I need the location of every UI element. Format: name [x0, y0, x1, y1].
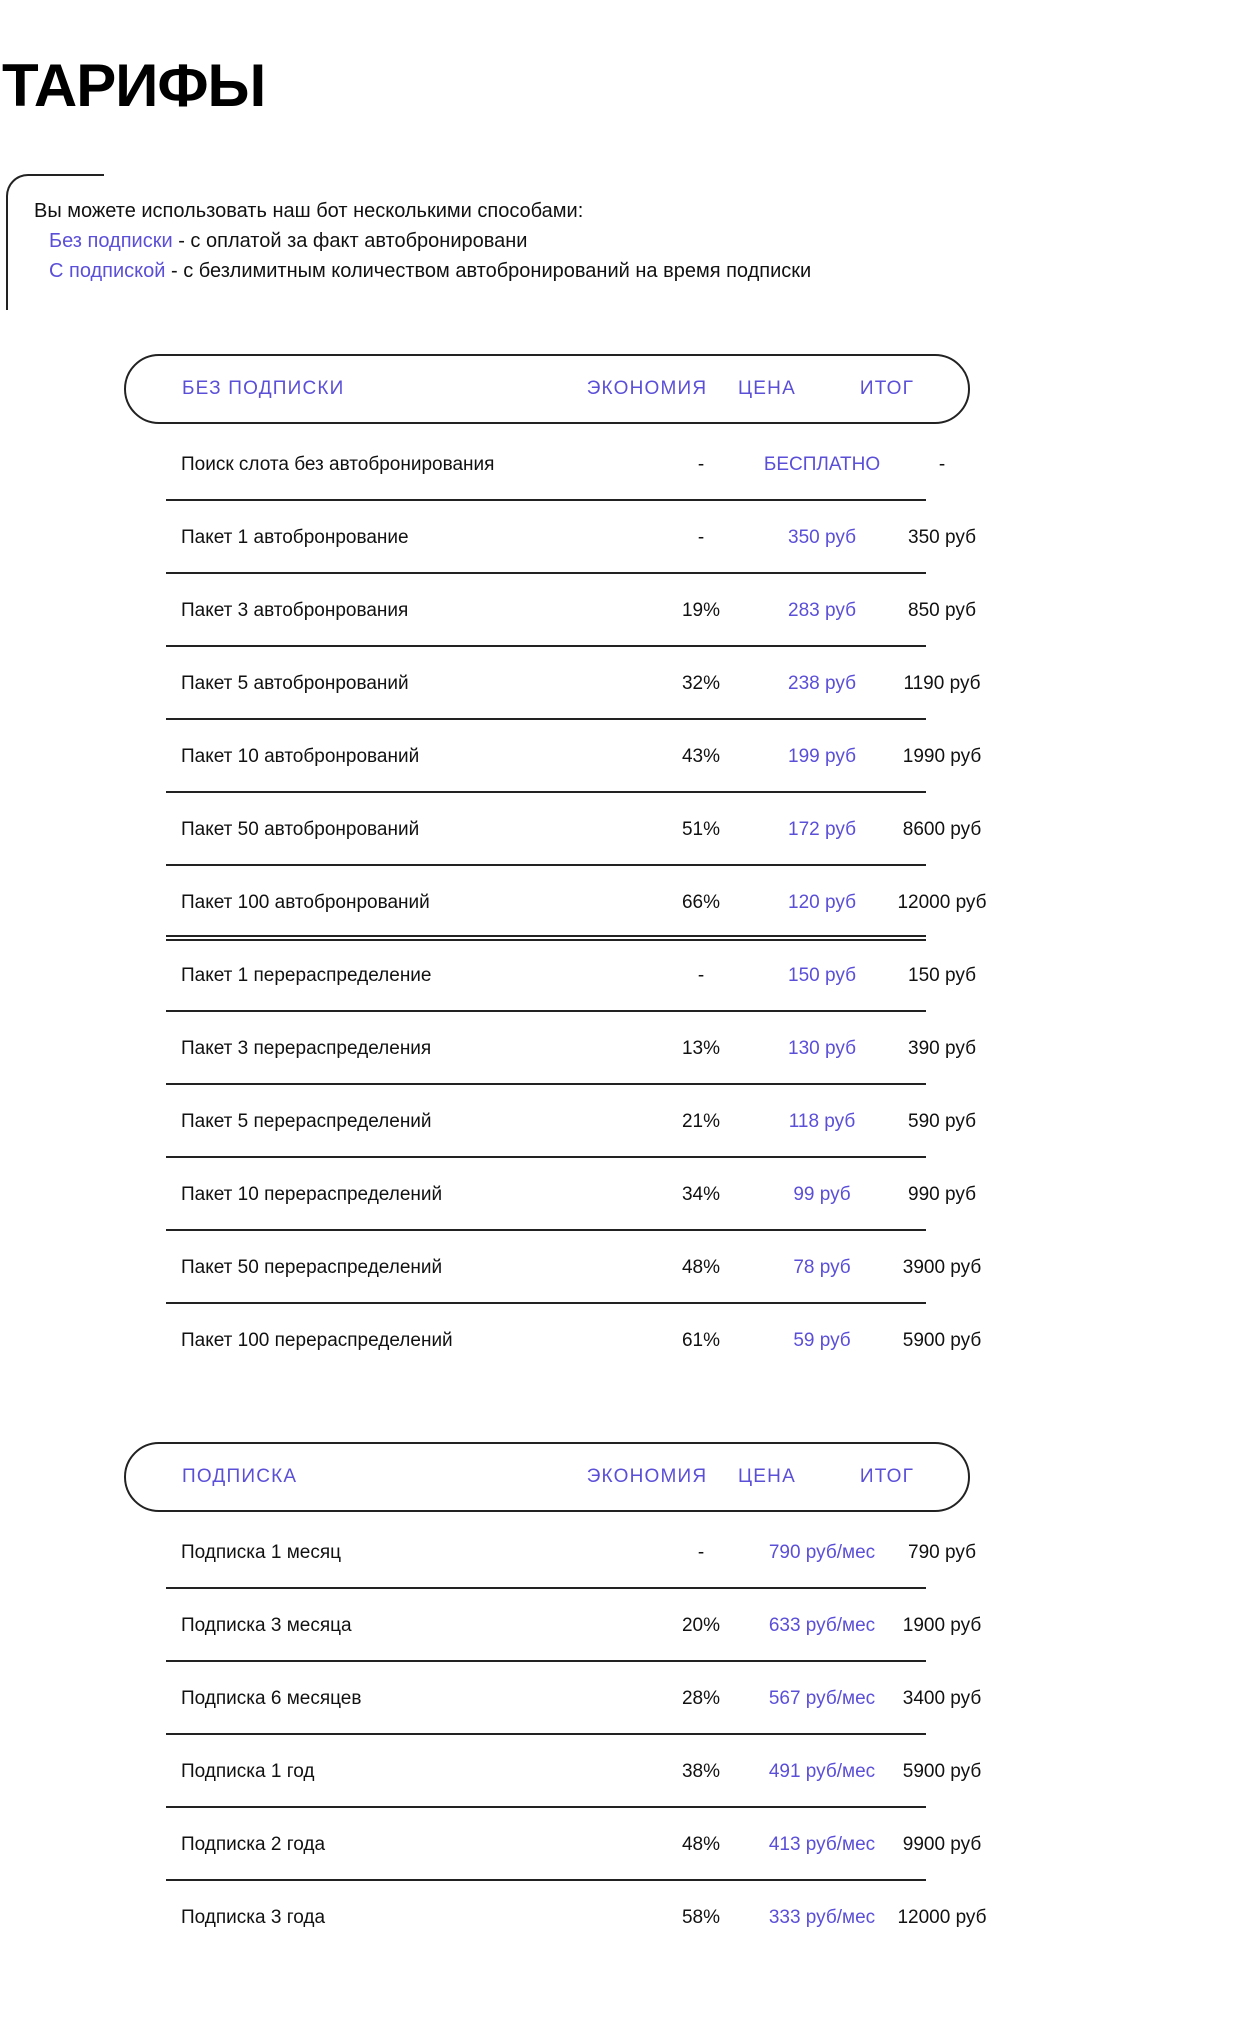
row-price: 130 руб [788, 1038, 856, 1059]
table-row [166, 1085, 976, 1158]
row-name: Подписка 6 месяцев [181, 1688, 362, 1709]
row-total: 1900 руб [902, 1615, 982, 1636]
row-total: 8600 руб [902, 819, 982, 840]
header-total: ИТОГ [859, 378, 915, 399]
row-price: 567 руб/мес [768, 1688, 876, 1709]
table-row [166, 1589, 982, 1662]
row-name: Пакет 5 автобронрований [181, 673, 409, 694]
subscription-table-header [124, 1442, 970, 1512]
row-price: 99 руб [793, 1184, 851, 1205]
row-econ: 43% [681, 746, 721, 767]
row-price: 633 руб/мес [768, 1615, 876, 1636]
intro-option-label[interactable]: Без подписки [49, 230, 173, 252]
subscription-table-body [166, 1516, 987, 1954]
table-row [166, 1012, 976, 1085]
row-econ: - [697, 965, 705, 986]
row-name: Поиск слота без автобронирования [181, 454, 495, 475]
row-price: 118 руб [788, 1111, 856, 1132]
table-row [166, 1304, 982, 1377]
row-price: 172 руб [788, 819, 856, 840]
header-econ: ЭКОНОМИЯ [586, 378, 708, 399]
row-name: Пакет 1 перераспределение [181, 965, 432, 986]
row-econ: 20% [681, 1615, 721, 1636]
table-row [166, 1808, 982, 1881]
row-total: 590 руб [908, 1111, 976, 1132]
intro-heading: Вы можете использовать наш бот несколькими способами: [34, 200, 584, 222]
row-name: Подписка 1 год [181, 1761, 315, 1782]
row-price: 790 руб/мес [768, 1542, 876, 1563]
row-total: 350 руб [908, 527, 976, 548]
row-price: 350 руб [788, 527, 856, 548]
row-econ: 34% [681, 1184, 721, 1205]
row-econ: 38% [681, 1761, 721, 1782]
row-total: 990 руб [908, 1184, 976, 1205]
row-total: 390 руб [908, 1038, 976, 1059]
table-row [166, 1231, 982, 1304]
table-row [166, 428, 946, 501]
row-name: Пакет 10 автобронрований [181, 746, 420, 767]
table-row [166, 574, 976, 647]
row-price: БЕСПЛАТНО [763, 454, 881, 475]
header-name: ПОДПИСКА [182, 1466, 298, 1487]
no-subscription-table-body [166, 428, 987, 1377]
intro-option-text: - с безлимитным количеством автобронирований на время подписки [165, 260, 812, 282]
row-price: 238 руб [788, 673, 856, 694]
row-total: 150 руб [908, 965, 976, 986]
row-name: Пакет 10 перераспределений [181, 1184, 443, 1205]
row-econ: 48% [681, 1834, 721, 1855]
row-name: Пакет 3 перераспределения [181, 1038, 432, 1059]
row-name: Подписка 2 года [181, 1834, 326, 1855]
row-price: 413 руб/мес [768, 1834, 876, 1855]
row-total: 1990 руб [902, 746, 982, 767]
row-total: - [938, 454, 946, 475]
row-total: 12000 руб [897, 1907, 987, 1928]
intro-option-subscription [34, 256, 811, 286]
row-econ: - [697, 1542, 705, 1563]
table-row [166, 793, 982, 866]
row-econ: 32% [681, 673, 721, 694]
row-price: 120 руб [788, 892, 856, 913]
row-name: Пакет 100 автобронрований [181, 892, 430, 913]
row-econ: 13% [681, 1038, 721, 1059]
row-total: 850 руб [908, 600, 976, 621]
row-total: 9900 руб [902, 1834, 982, 1855]
row-total: 3400 руб [902, 1688, 982, 1709]
row-name: Пакет 50 автобронрований [181, 819, 420, 840]
no-subscription-table-header [124, 354, 970, 424]
row-total: 12000 руб [897, 892, 987, 913]
row-name: Пакет 3 автобронрования [181, 600, 409, 621]
row-price: 333 руб/мес [768, 1907, 876, 1928]
table-row [166, 501, 976, 574]
row-econ: 28% [681, 1688, 721, 1709]
row-total: 5900 руб [902, 1330, 982, 1351]
header-econ: ЭКОНОМИЯ [586, 1466, 708, 1487]
row-econ: - [697, 454, 705, 475]
row-name: Подписка 3 месяца [181, 1615, 352, 1636]
table-row [166, 1158, 976, 1231]
row-name: Пакет 1 автобронрование [181, 527, 409, 548]
row-price: 199 руб [788, 746, 856, 767]
header-total: ИТОГ [859, 1466, 915, 1487]
row-name: Подписка 1 месяц [181, 1542, 342, 1563]
header-name: БЕЗ ПОДПИСКИ [182, 378, 345, 399]
row-price: 283 руб [788, 600, 856, 621]
row-econ: 19% [681, 600, 721, 621]
row-total: 790 руб [908, 1542, 976, 1563]
row-econ: 21% [681, 1111, 721, 1132]
header-price: ЦЕНА [738, 378, 796, 399]
table-row [166, 1735, 982, 1808]
header-price: ЦЕНА [738, 1466, 796, 1487]
row-name: Подписка 3 года [181, 1907, 326, 1928]
row-econ: - [697, 527, 705, 548]
row-price: 491 руб/мес [768, 1761, 876, 1782]
row-econ: 51% [681, 819, 721, 840]
intro-option-text: - с оплатой за факт автобронировани [172, 230, 528, 252]
intro-option-no-subscription [34, 226, 811, 256]
intro-block [34, 196, 811, 286]
row-name: Пакет 100 перераспределений [181, 1330, 453, 1351]
row-price: 78 руб [793, 1257, 851, 1278]
row-total: 5900 руб [902, 1761, 982, 1782]
row-econ: 61% [681, 1330, 721, 1351]
row-econ: 66% [681, 892, 721, 913]
row-total: 1190 руб [903, 673, 981, 694]
table-row [166, 720, 982, 793]
row-econ: 48% [681, 1257, 721, 1278]
row-name: Пакет 50 перераспределений [181, 1257, 443, 1278]
row-name: Пакет 5 перераспределений [181, 1111, 432, 1132]
table-row [166, 1662, 982, 1735]
row-total: 3900 руб [902, 1257, 982, 1278]
row-price: 150 руб [788, 965, 856, 986]
row-econ: 58% [681, 1907, 721, 1928]
table-row [166, 1881, 987, 1954]
page-title: ТАРИФЫ [2, 52, 266, 119]
table-row [166, 939, 976, 1012]
table-row [166, 1516, 976, 1589]
row-price: 59 руб [793, 1330, 851, 1351]
intro-option-label[interactable]: С подпиской [49, 260, 166, 282]
table-row [166, 866, 987, 939]
table-row [166, 647, 981, 720]
